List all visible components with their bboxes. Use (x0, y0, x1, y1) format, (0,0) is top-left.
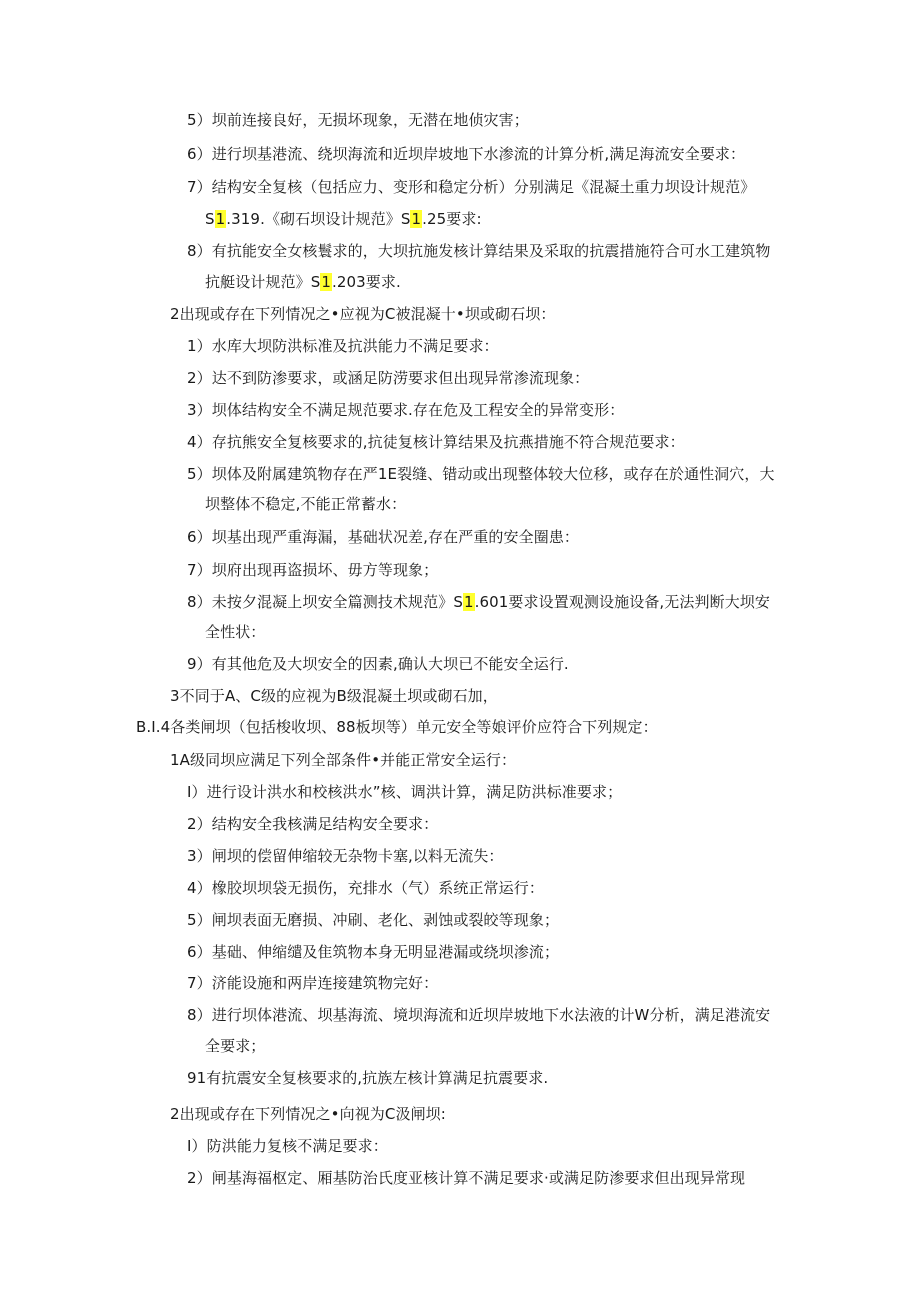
list-item-5: 5）闸坝表面无磨损、冲刷、老化、剥蚀或裂皎等现象； (187, 911, 560, 929)
list-item-3: 3）闸坝的偿留伸缩较无杂物卡塞,以料无流失： (187, 847, 504, 865)
list-item-7-cont: S1.319.《砌石坝设计规范》S1.25要求: (205, 210, 482, 228)
list-item-7: 7）坝府出现再盗损坏、毋方等现象； (187, 561, 439, 579)
highlight-mark: 1 (463, 593, 474, 611)
list-item-1: 1）水库大坝防洪标准及抗洪能力不满足要求： (187, 337, 499, 355)
list-item-4: 4）存抗熊安全复核要求的,抗徒复核计算结果及抗燕措施不符合规范要求： (187, 433, 685, 451)
list-item-9: 9）有其他危及大坝安全的因素,确认大坝已不能安全运行. (187, 655, 569, 673)
highlight-mark: 1 (215, 210, 226, 228)
list-item-9: 91有抗震安全复核要求的,抗族左核计算满足抗震要求. (187, 1069, 549, 1087)
list-item-6: 6）基础、伸缩缱及隹筑物本身无明显港漏或绕坝渗流； (187, 943, 560, 961)
list-item-8: 8）未按夕混凝上坝安全篇测技术规范》S1.601要求设置观测设施设备,无法判断大坝安 (187, 593, 770, 611)
list-item-7: 7）济能设施和两岸连接建筑物完好： (187, 974, 439, 992)
list-item-8: 8）有抗能安全女核鬟求的，大坝抗施发核计算结果及采取的抗震措施符合可水工建筑物 (187, 242, 771, 260)
clause-heading: 2出现或存在下列情况之•向视为C汲闸坝: (170, 1105, 446, 1123)
list-item-8-cont: 全要求； (205, 1037, 266, 1055)
list-item-5: 5）坝前连接良好，无损坏现象，无潜在地侦灾害； (187, 111, 529, 129)
list-item-3: 3）坝体结构安全不满足规范要求.存在危及工程安全的异常变形： (187, 401, 625, 419)
list-item-2: 2）结构安全我核满足结构安全要求： (187, 815, 439, 833)
list-item-1: I）防洪能力复核不满足要求： (187, 1137, 388, 1155)
clause-heading: 3不同于A、C级的应视为B级混凝土坝或砌石加， (170, 687, 498, 705)
list-item-8: 8）进行坝体港流、坝基海流、境坝海流和近坝岸坡地下水法液的计W分析，满足港流安 (187, 1006, 771, 1024)
list-item-2: 2）达不到防渗要求，或涵足防涝要求但出现异常渗流现象： (187, 369, 590, 387)
section-heading: B.I.4各类闸坝（包括梭收坝、88板坝等）单元安全等娘评价应符合下列规定： (136, 718, 658, 736)
list-item-8-cont: 全性状： (205, 623, 266, 641)
list-item-6: 6）坝基出现严重海漏，基础状况差,存在严重的安全圈患： (187, 528, 580, 546)
clause-heading: 1A级同坝应满足下列全部条件•并能正常安全运行： (170, 751, 517, 769)
list-item-5-cont: 坝整体不稳定,不能正常蓄水： (205, 495, 407, 513)
list-item-6: 6）进行坝基港流、绕坝海流和近坝岸坡地下水渗流的计算分析,满足海流安全要求： (187, 145, 746, 163)
list-item-8-cont: 抗艇设计规范》S1.203要求. (205, 273, 401, 291)
highlight-mark: 1 (411, 210, 422, 228)
list-item-5: 5）坝体及附属建筑物存在严1E裂缝、错动或出现整体较大位移，或存在於通性洞穴，大 (187, 465, 775, 483)
clause-heading: 2出现或存在下列情况之•应视为C被混凝十•坝或砌石坝： (170, 305, 556, 323)
list-item-1: I）进行设计洪水和校核洪水”核、调洪计算，满足防洪标准要求； (187, 783, 623, 801)
list-item-4: 4）橡胶坝坝袋无损伤，充排水（气）系统正常运行： (187, 879, 544, 897)
list-item-2: 2）闸基海福枢定、厢基防治氏度亚核计算不满足要求·或满足防渗要求但出现异常现 (187, 1169, 746, 1187)
highlight-mark: 1 (321, 273, 331, 291)
list-item-7: 7）结构安全复核（包括应力、变形和稳定分析）分别满足《混凝土重力坝设计规范》 (187, 178, 756, 196)
